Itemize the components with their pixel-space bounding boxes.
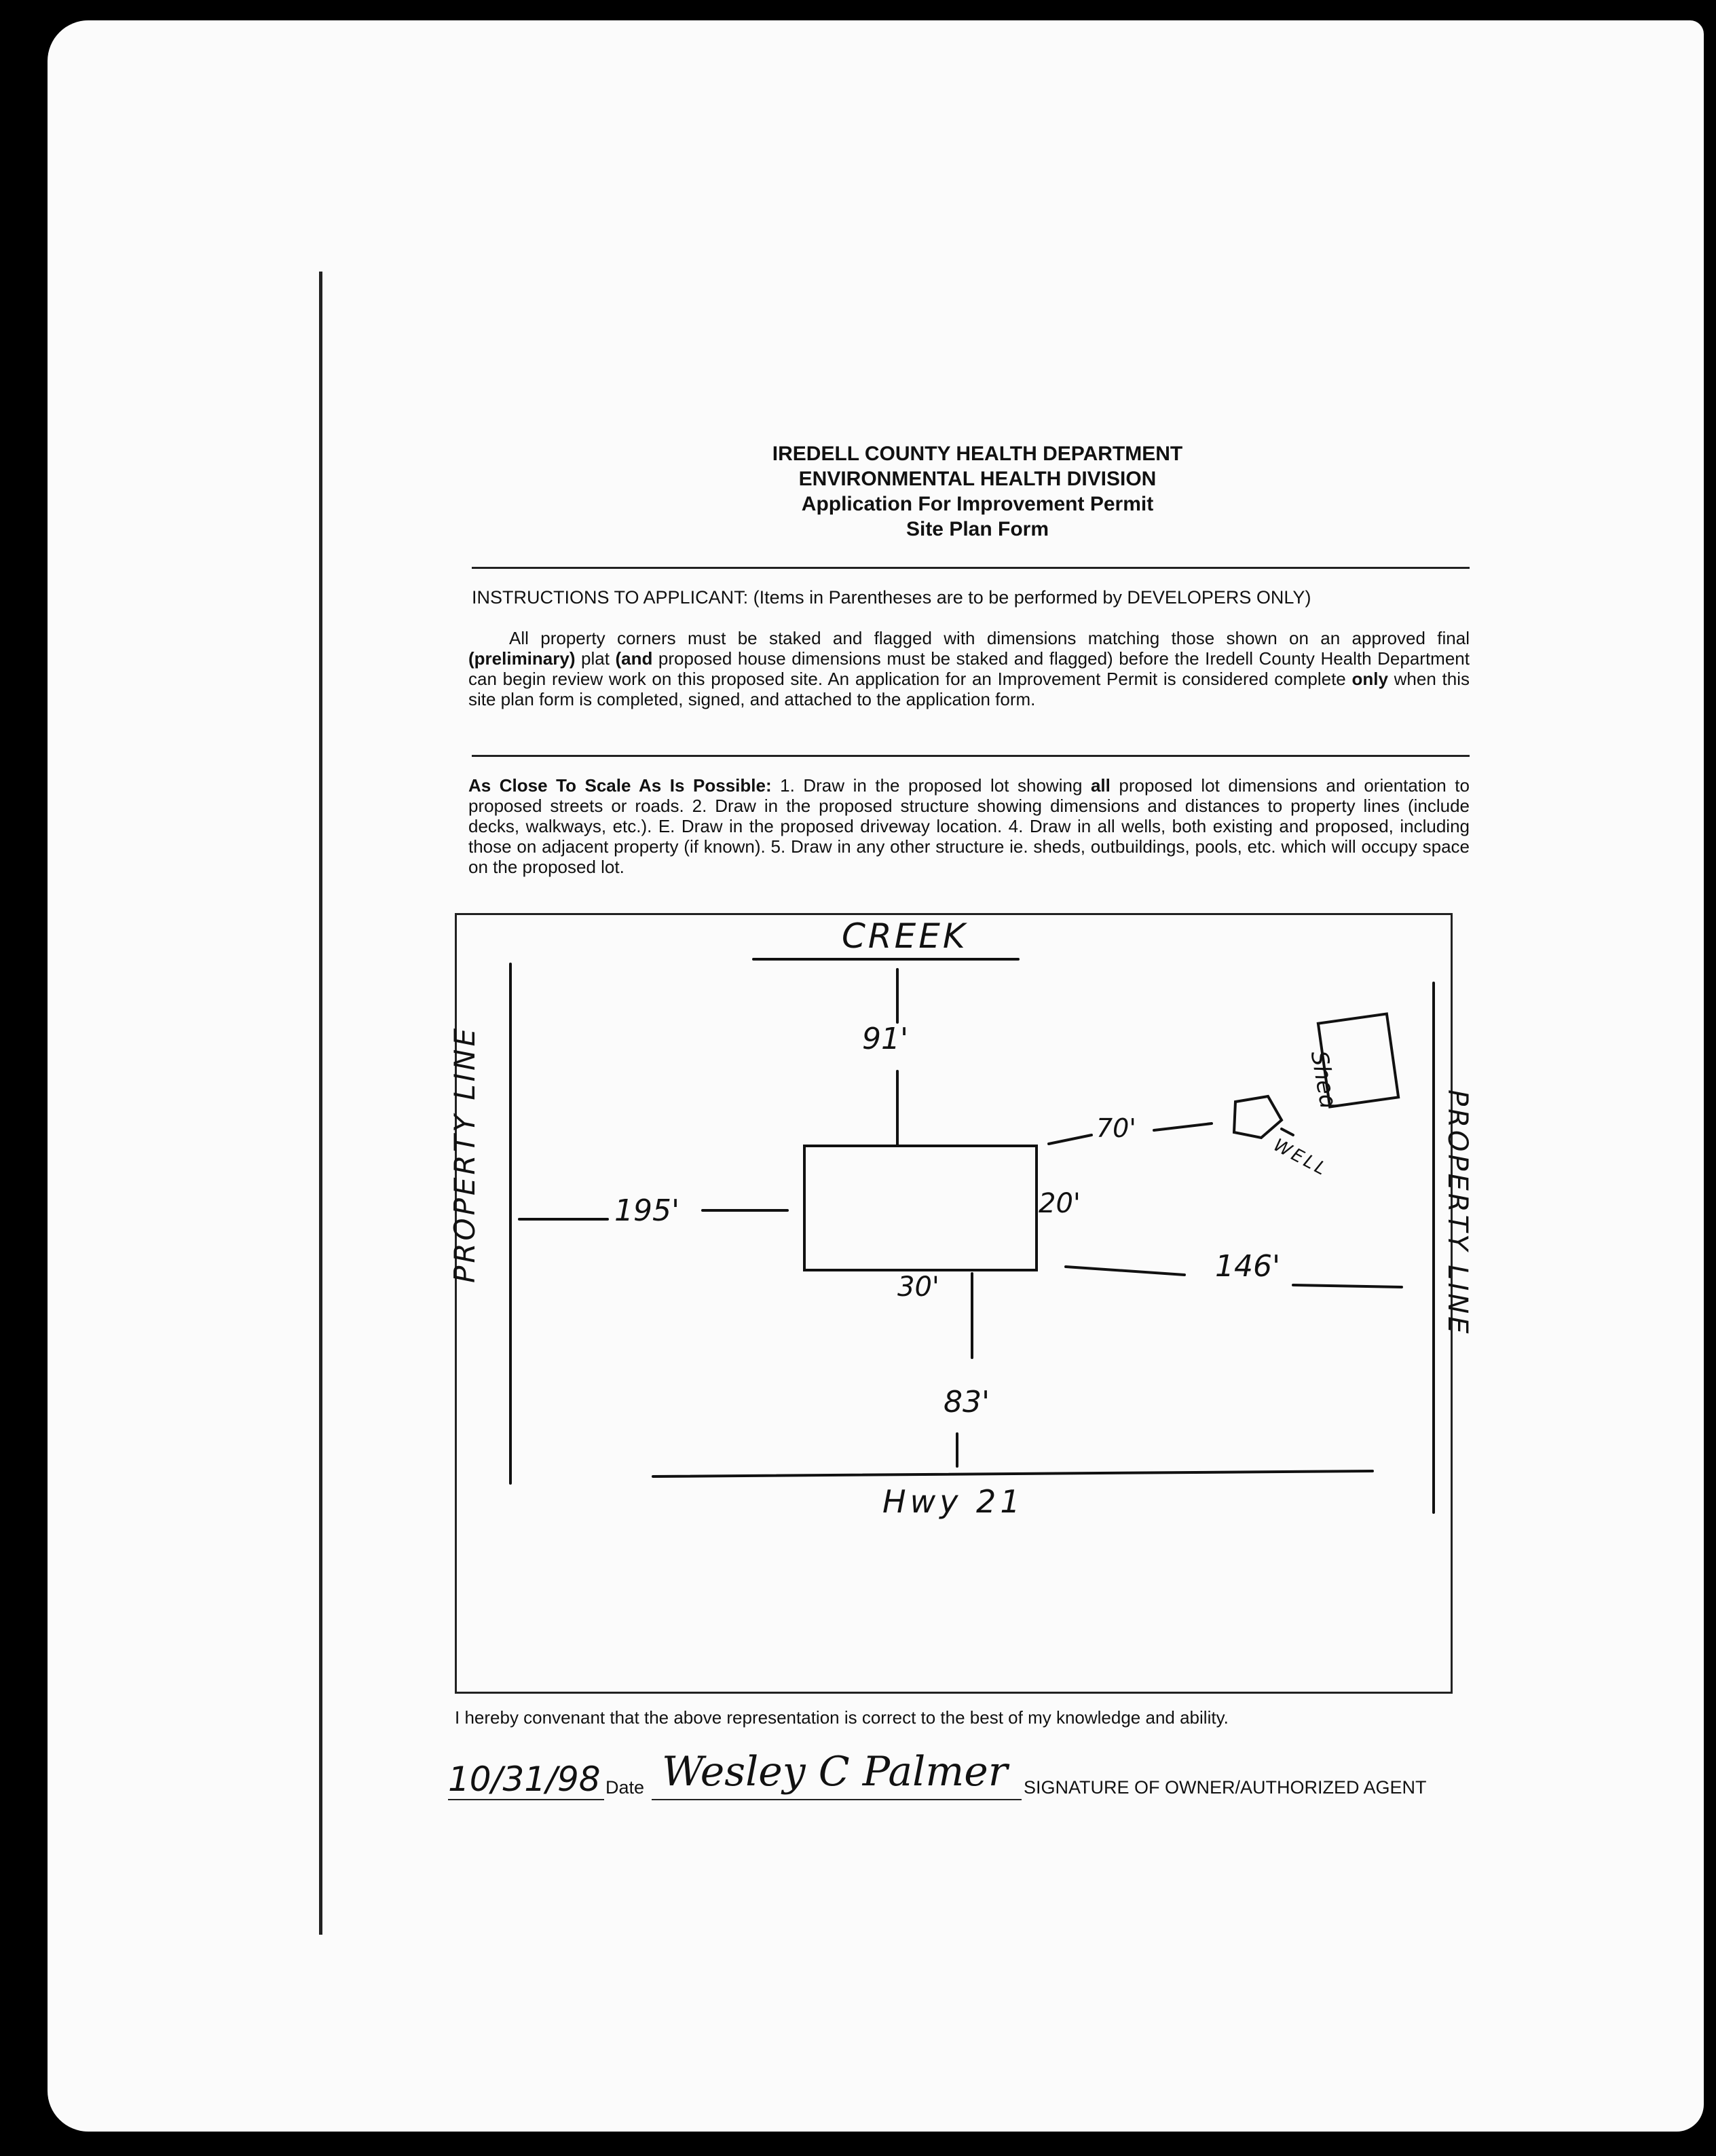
right-property-label: PROPERTY LINE — [1442, 1090, 1473, 1337]
scale-lead: As Close To Scale As Is Possible: — [468, 775, 772, 796]
well-symbol — [1234, 1096, 1282, 1138]
signature-label: SIGNATURE OF OWNER/AUTHORIZED AGENT — [1024, 1777, 1427, 1798]
well-leader — [1282, 1129, 1293, 1135]
signature-underline — [652, 1799, 1022, 1800]
header-line-2: ENVIRONMENTAL HEALTH DIVISION — [798, 468, 1157, 490]
scale-bold-all: all — [1090, 775, 1111, 796]
instructions-bold-2: (and — [615, 648, 653, 669]
dim-line-right-a — [1066, 1267, 1185, 1275]
creek-label: CREEK — [842, 916, 968, 956]
signature: Wesley C Palmer — [662, 1748, 1008, 1796]
house-depth-label: 20' — [1039, 1188, 1081, 1219]
instructions-text-4: when this site plan form is completed, signed, and attached to the application form. — [468, 669, 1470, 709]
instructions-text-1: All property corners must be staked and flagged with dimensions matching those shown on an approved final — [509, 628, 1470, 648]
header-line-4: Site Plan Form — [906, 518, 1049, 540]
dim-line-well-a — [1049, 1135, 1092, 1144]
dim-right-label: 146' — [1215, 1249, 1281, 1284]
scale-text-a: 1. Draw in the proposed lot showing — [771, 775, 1091, 796]
covenant-statement: I hereby convenant that the above representation is correct to the best of my knowledge and ability. — [455, 1707, 1229, 1728]
highway-label: Hwy 21 — [882, 1483, 1024, 1520]
instructions-bold-1: (preliminary) — [468, 648, 576, 669]
dim-creek-label: 91' — [862, 1022, 909, 1056]
dim-well-label: 70' — [1096, 1113, 1136, 1143]
dim-line-right-b — [1293, 1285, 1402, 1287]
date-underline — [448, 1799, 604, 1800]
dim-hwy-label: 83' — [944, 1385, 990, 1419]
highway-line — [653, 1471, 1373, 1476]
scale-text-b: proposed lot dimensions and orientation to proposed streets or roads. 2. Draw in the proposed structure showing dimensions and distances to property lines (include decks, walkways, etc.). E. Draw in the proposed driveway location. 4. Draw in all wells, both existing and proposed, including those on adjacent property (if known). 5. Draw in any other structure ie. sheds, outbuildings, pools, etc. which will occupy space on the proposed lot. — [468, 775, 1470, 877]
dim-left-label: 195' — [614, 1193, 680, 1228]
instructions-heading: INSTRUCTIONS TO APPLICANT: (Items in Parentheses are to be performed by DEVELOPERS ONLY) — [472, 587, 1311, 608]
instructions-text-3: proposed house dimensions must be staked and flagged) before the Iredell County Health Department can begin review work on this proposed site. An application for an Improvement Permit is considered complete — [468, 648, 1470, 689]
date-value: 10/31/98 — [448, 1760, 601, 1799]
house-width-label: 30' — [897, 1271, 939, 1303]
house-outline — [804, 1146, 1037, 1270]
header-line-1: IREDELL COUNTY HEALTH DEPARTMENT — [772, 443, 1183, 465]
instructions-bold-3: only — [1351, 669, 1388, 689]
header-line-3: Application For Improvement Permit — [801, 493, 1154, 515]
date-label: Date — [605, 1777, 645, 1798]
instructions-text-2: plat — [575, 648, 616, 669]
shed-label: Shed — [1305, 1049, 1342, 1111]
left-property-label: PROPERTY LINE — [448, 1025, 481, 1283]
well-label: WELL — [1269, 1135, 1332, 1181]
dim-line-well-b — [1154, 1123, 1212, 1130]
